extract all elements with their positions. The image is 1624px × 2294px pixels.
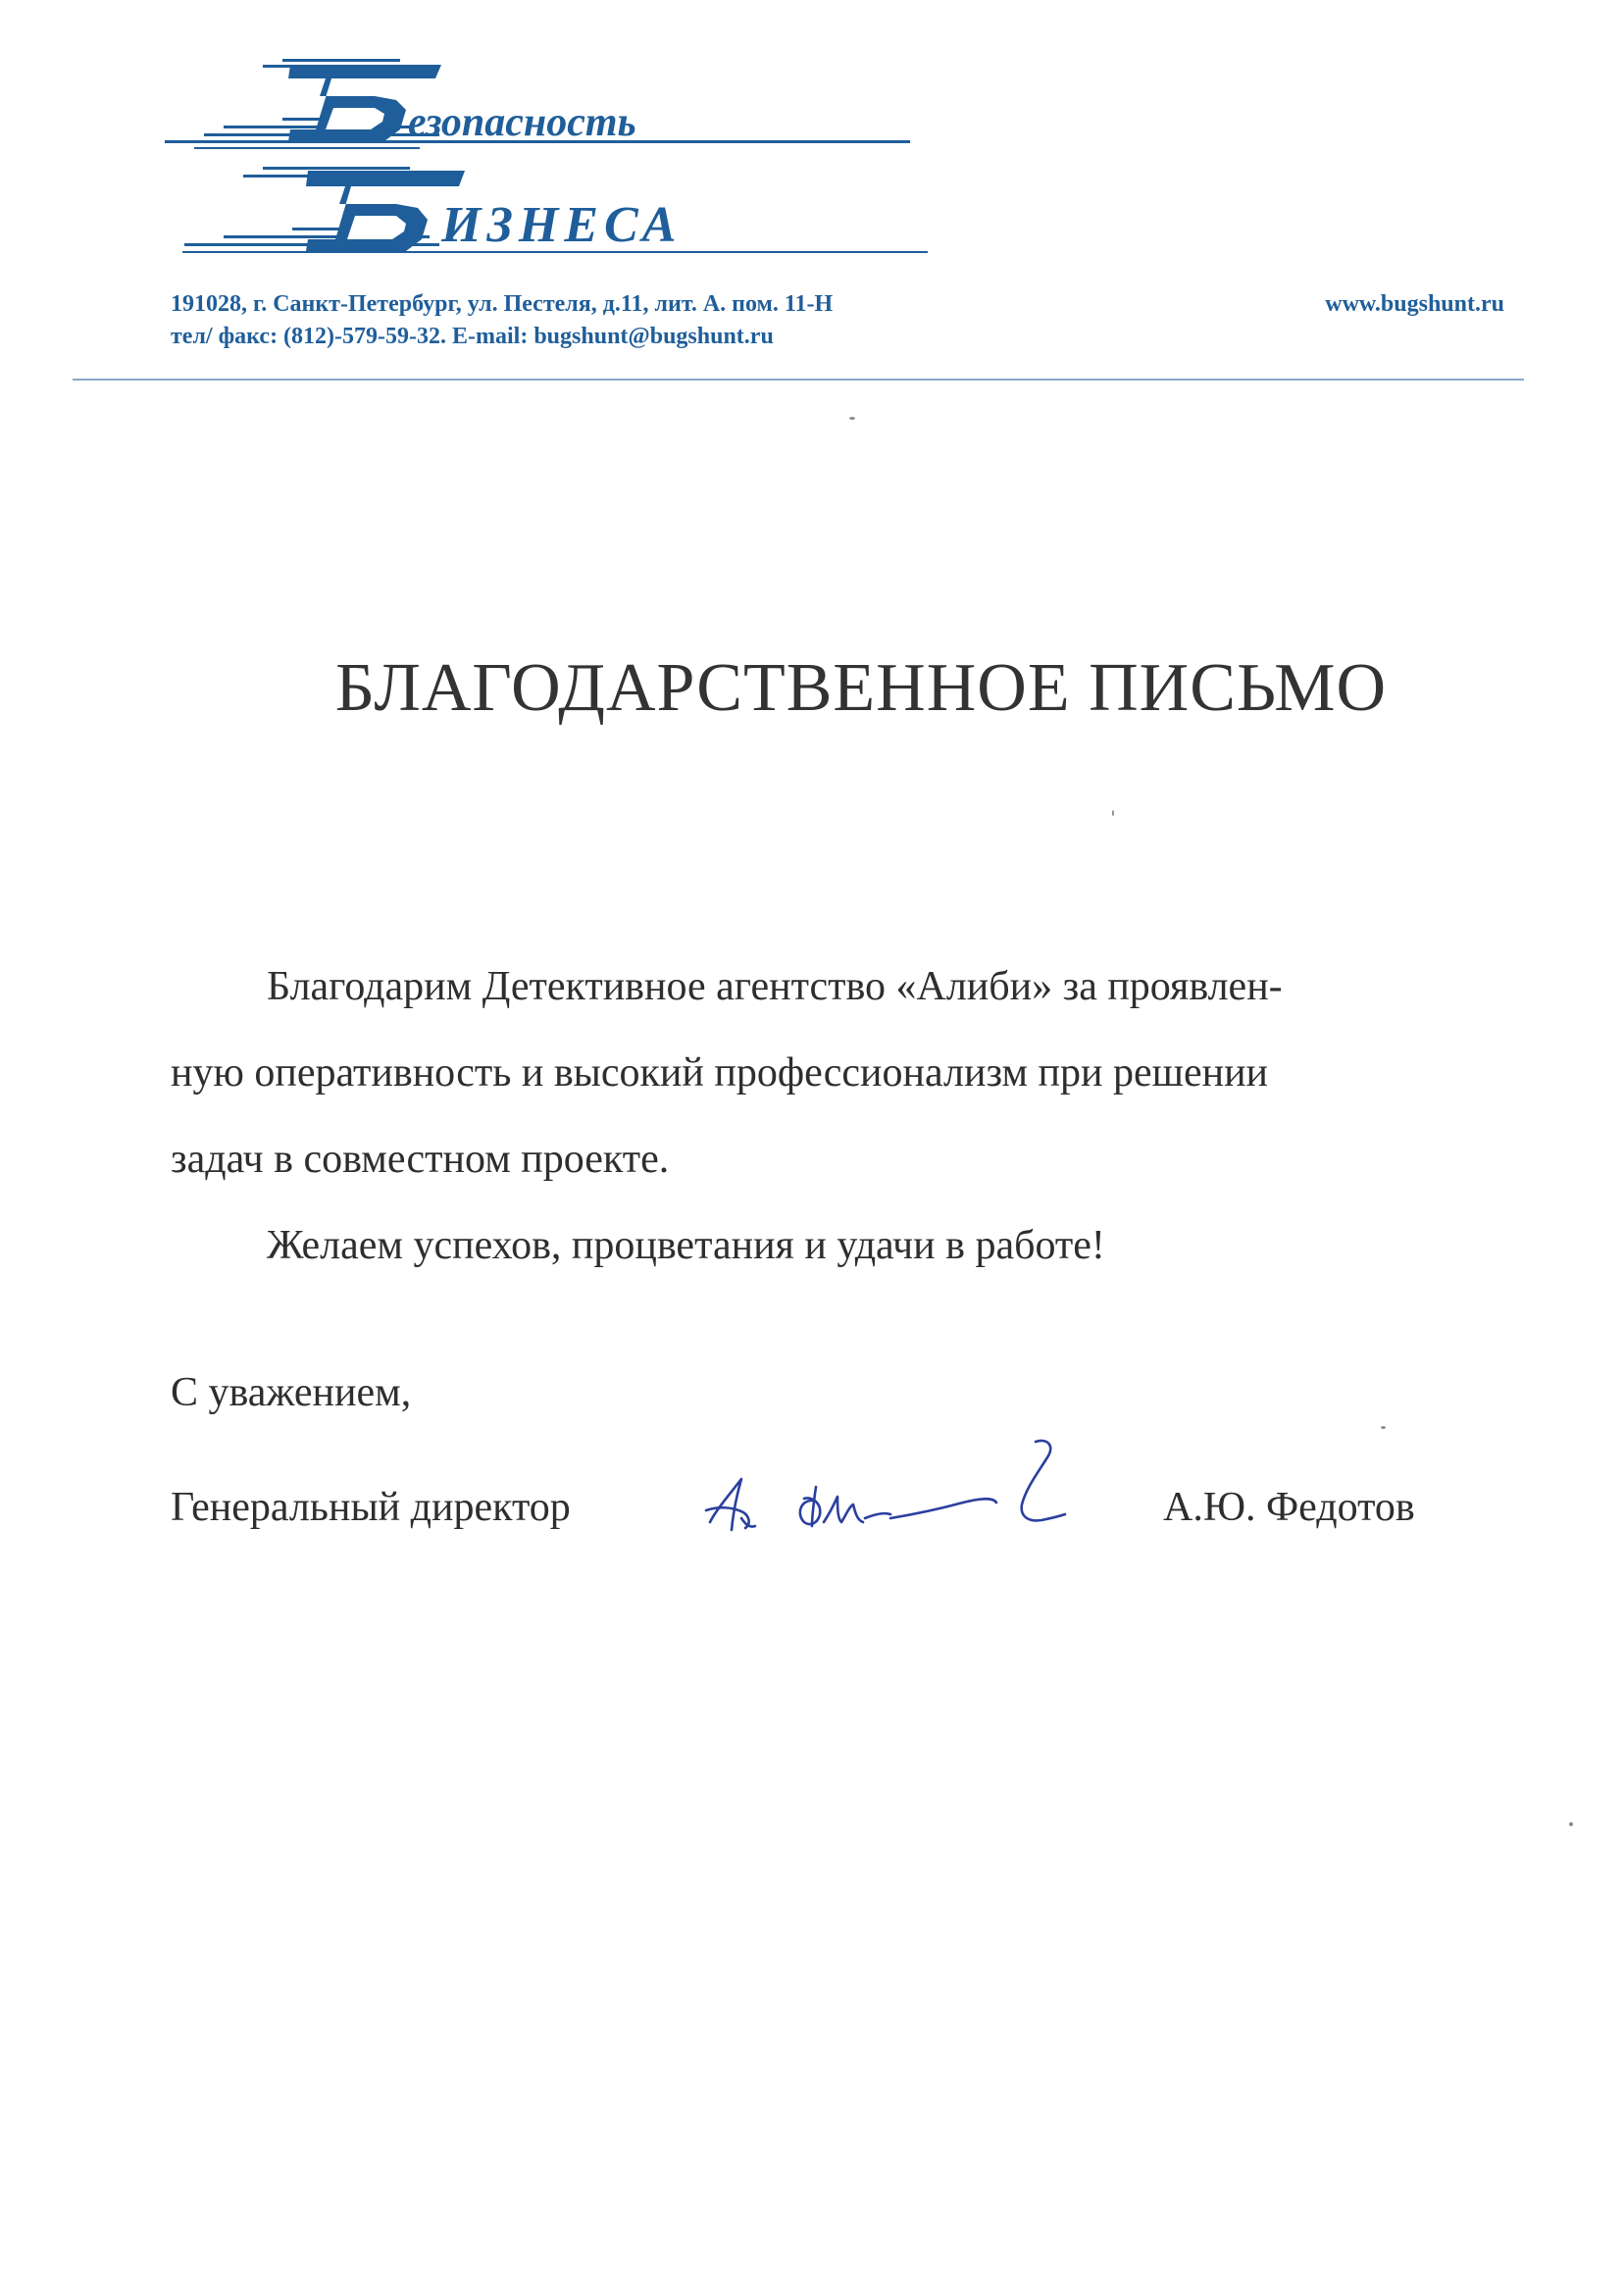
letterhead-divider xyxy=(73,379,1524,381)
company-logo-graphic xyxy=(165,57,939,253)
letter-title xyxy=(0,649,1624,728)
handwritten-signature xyxy=(698,1428,1071,1555)
letterhead-contacts xyxy=(171,288,1534,353)
signature-graphic xyxy=(698,1428,1071,1555)
company-phone-email: тел/ факс: (812)-579-59-32. E-mail: bugshunt@bugshunt.ru xyxy=(171,324,774,349)
company-address: 191028, г. Санкт-Петербург, ул. Пестеля, д.11, лит. А. пом. 11-Н xyxy=(171,291,834,317)
scan-speck xyxy=(1569,1822,1573,1826)
letter-title-text: БЛАГОДАРСТВЕННОЕ ПИСЬМО xyxy=(334,650,1388,726)
paragraph1-line1: Благодарим Детективное агентство «Алиби» за проявлен- xyxy=(267,964,1283,1009)
logo-word-2: ИЗНЕСА xyxy=(441,197,683,253)
letter-body xyxy=(171,943,1485,1289)
scan-speck xyxy=(849,417,855,420)
company-logo xyxy=(165,57,939,253)
scan-speck xyxy=(1112,810,1114,816)
closing-salutation: С уважением, xyxy=(171,1370,412,1415)
company-website: www.bugshunt.ru xyxy=(1325,291,1504,317)
paragraph1-line3: задач в совместном проекте. xyxy=(171,1137,670,1182)
paragraph1-line2: ную оперативность и высокий профессионализм при решении xyxy=(171,1050,1269,1096)
logo-word-1: езопасность xyxy=(408,100,636,145)
signer-position: Генеральный директор xyxy=(171,1485,571,1530)
scan-speck xyxy=(1381,1426,1386,1429)
signer-name: А.Ю. Федотов xyxy=(1163,1485,1415,1530)
paragraph2: Желаем успехов, процветания и удачи в работе! xyxy=(267,1223,1105,1268)
